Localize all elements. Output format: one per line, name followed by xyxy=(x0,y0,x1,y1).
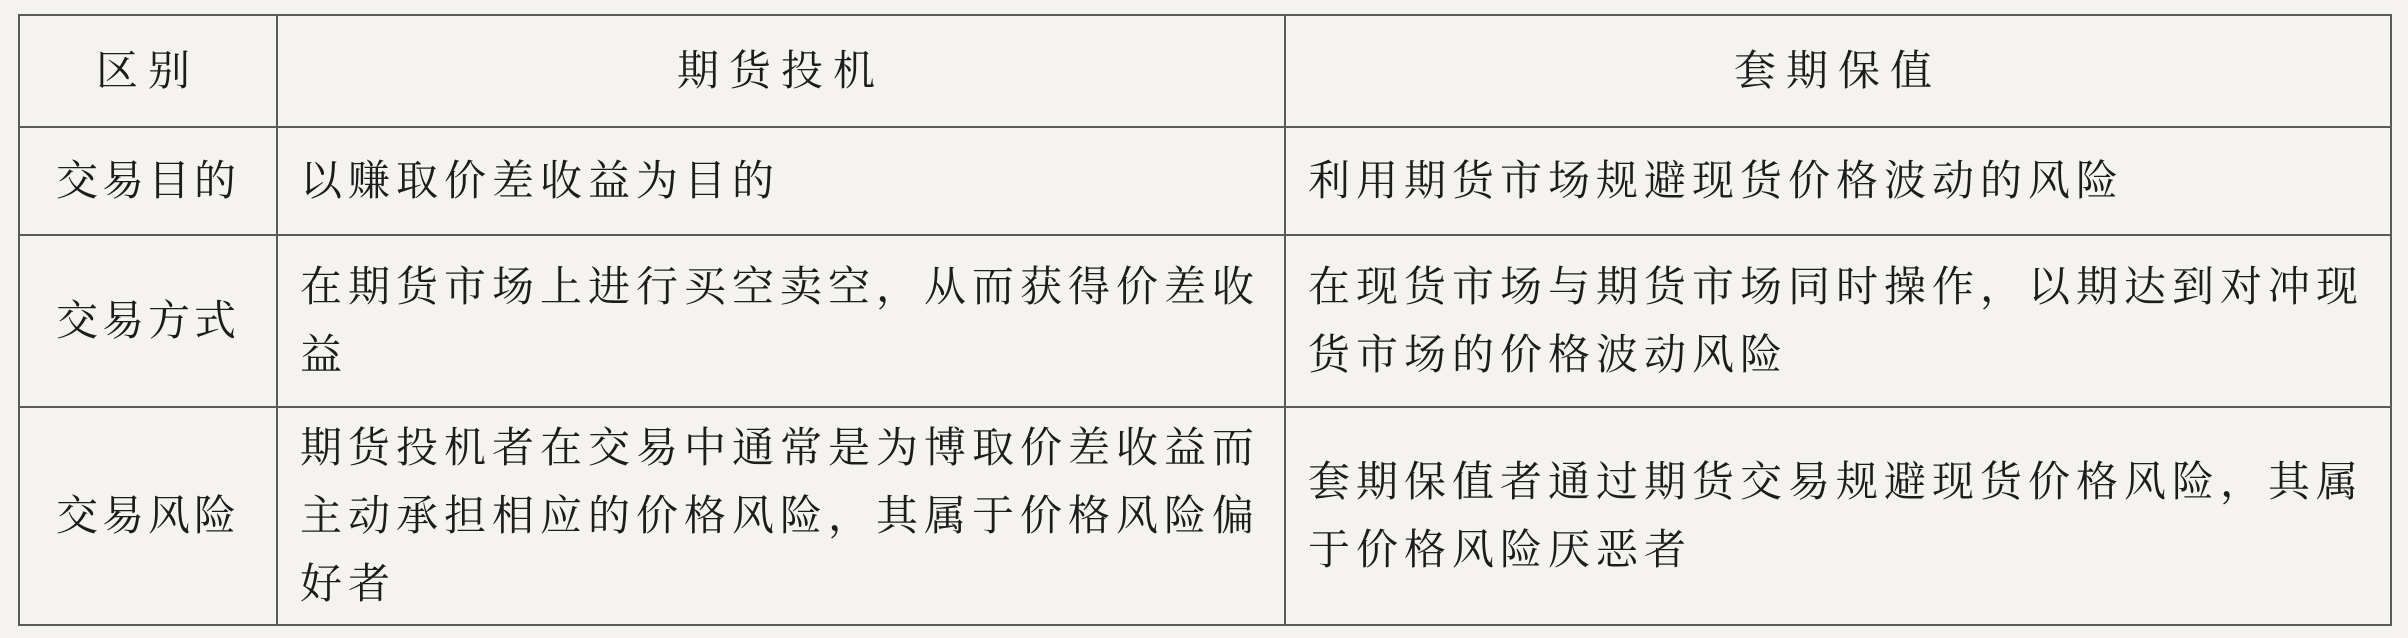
header-futures-speculation: 期货投机 xyxy=(277,15,1285,127)
cell-hedging-risk: 套期保值者通过期货交易规避现货价格风险，其属于价格风险厌恶者 xyxy=(1285,407,2391,625)
cell-hedging-method: 在现货市场与期货市场同时操作，以期达到对冲现货市场的价格波动风险 xyxy=(1285,235,2391,407)
row-label-trading-purpose: 交易目的 xyxy=(19,127,277,235)
header-difference: 区别 xyxy=(19,15,277,127)
table-row xyxy=(19,407,2391,625)
comparison-table xyxy=(18,14,2392,626)
table-row xyxy=(19,127,2391,235)
cell-speculation-method: 在期货市场上进行买空卖空，从而获得价差收益 xyxy=(277,235,1285,407)
cell-speculation-purpose: 以赚取价差收益为目的 xyxy=(277,127,1285,235)
table-header-row xyxy=(19,15,2391,127)
row-label-trading-method: 交易方式 xyxy=(19,235,277,407)
table-row xyxy=(19,235,2391,407)
cell-speculation-risk: 期货投机者在交易中通常是为博取价差收益而主动承担相应的价格风险，其属于价格风险偏好者 xyxy=(277,407,1285,625)
cell-hedging-purpose: 利用期货市场规避现货价格波动的风险 xyxy=(1285,127,2391,235)
header-hedging: 套期保值 xyxy=(1285,15,2391,127)
row-label-trading-risk: 交易风险 xyxy=(19,407,277,625)
